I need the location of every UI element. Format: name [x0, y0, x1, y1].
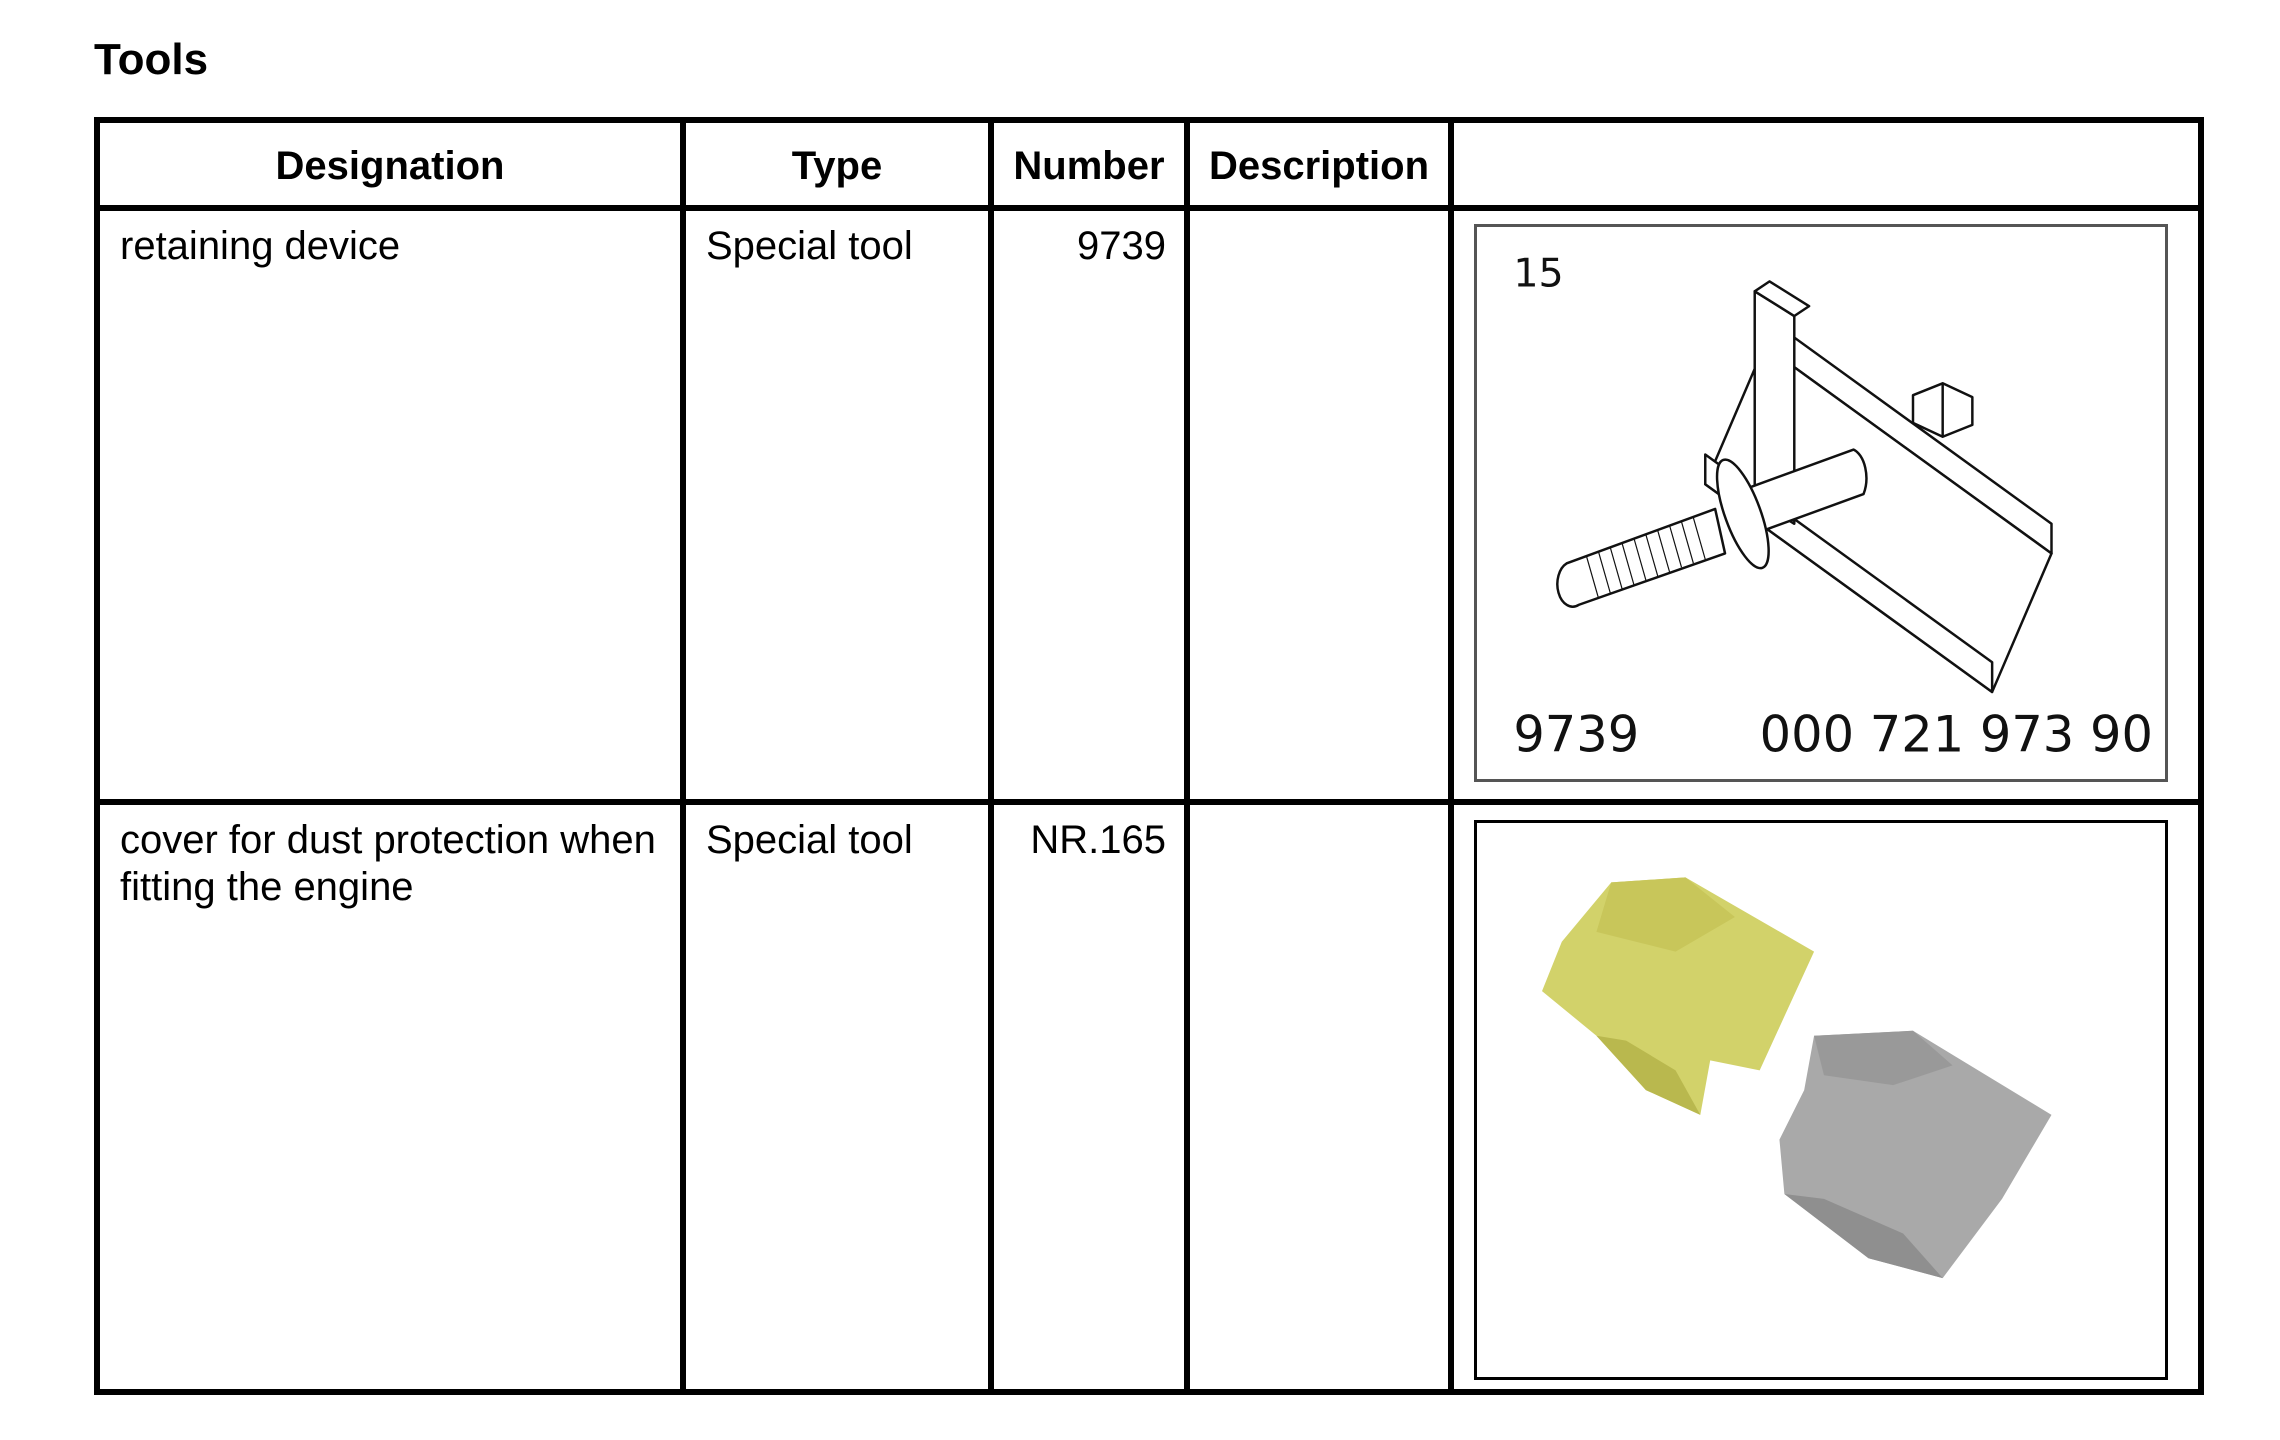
retaining-device-figure	[1474, 224, 2168, 782]
row-2-designation: cover for dust protection when fitting the engine	[120, 818, 656, 909]
column-divider	[1184, 123, 1190, 1389]
row-1-designation: retaining device	[120, 224, 401, 268]
header-designation: Designation	[275, 143, 505, 188]
header-figure	[1454, 123, 2198, 209]
row-divider	[100, 799, 2198, 805]
retaining-device-drawing-icon	[1477, 227, 2165, 779]
figure-label-part-number: 000 721 973 90	[1759, 705, 2153, 764]
dust-cover-figure	[1474, 820, 2168, 1380]
figure-label-index: 15	[1513, 250, 1564, 297]
row-1-type: Special tool	[706, 224, 913, 268]
row-1-number: 9739	[1077, 224, 1166, 268]
column-divider	[680, 123, 686, 1389]
header-number: Number	[1013, 143, 1165, 188]
row-2-number: NR.165	[1030, 818, 1166, 862]
column-divider	[988, 123, 994, 1389]
header-description: Description	[1208, 143, 1430, 188]
header-type: Type	[791, 143, 883, 188]
figure-label-tool-number: 9739	[1513, 705, 1640, 764]
column-divider	[1448, 123, 1454, 1389]
dust-cover-photo-icon	[1477, 823, 2165, 1377]
tools-table	[94, 117, 2204, 1395]
row-2-type: Special tool	[706, 818, 913, 862]
page-title: Tools	[94, 35, 209, 84]
